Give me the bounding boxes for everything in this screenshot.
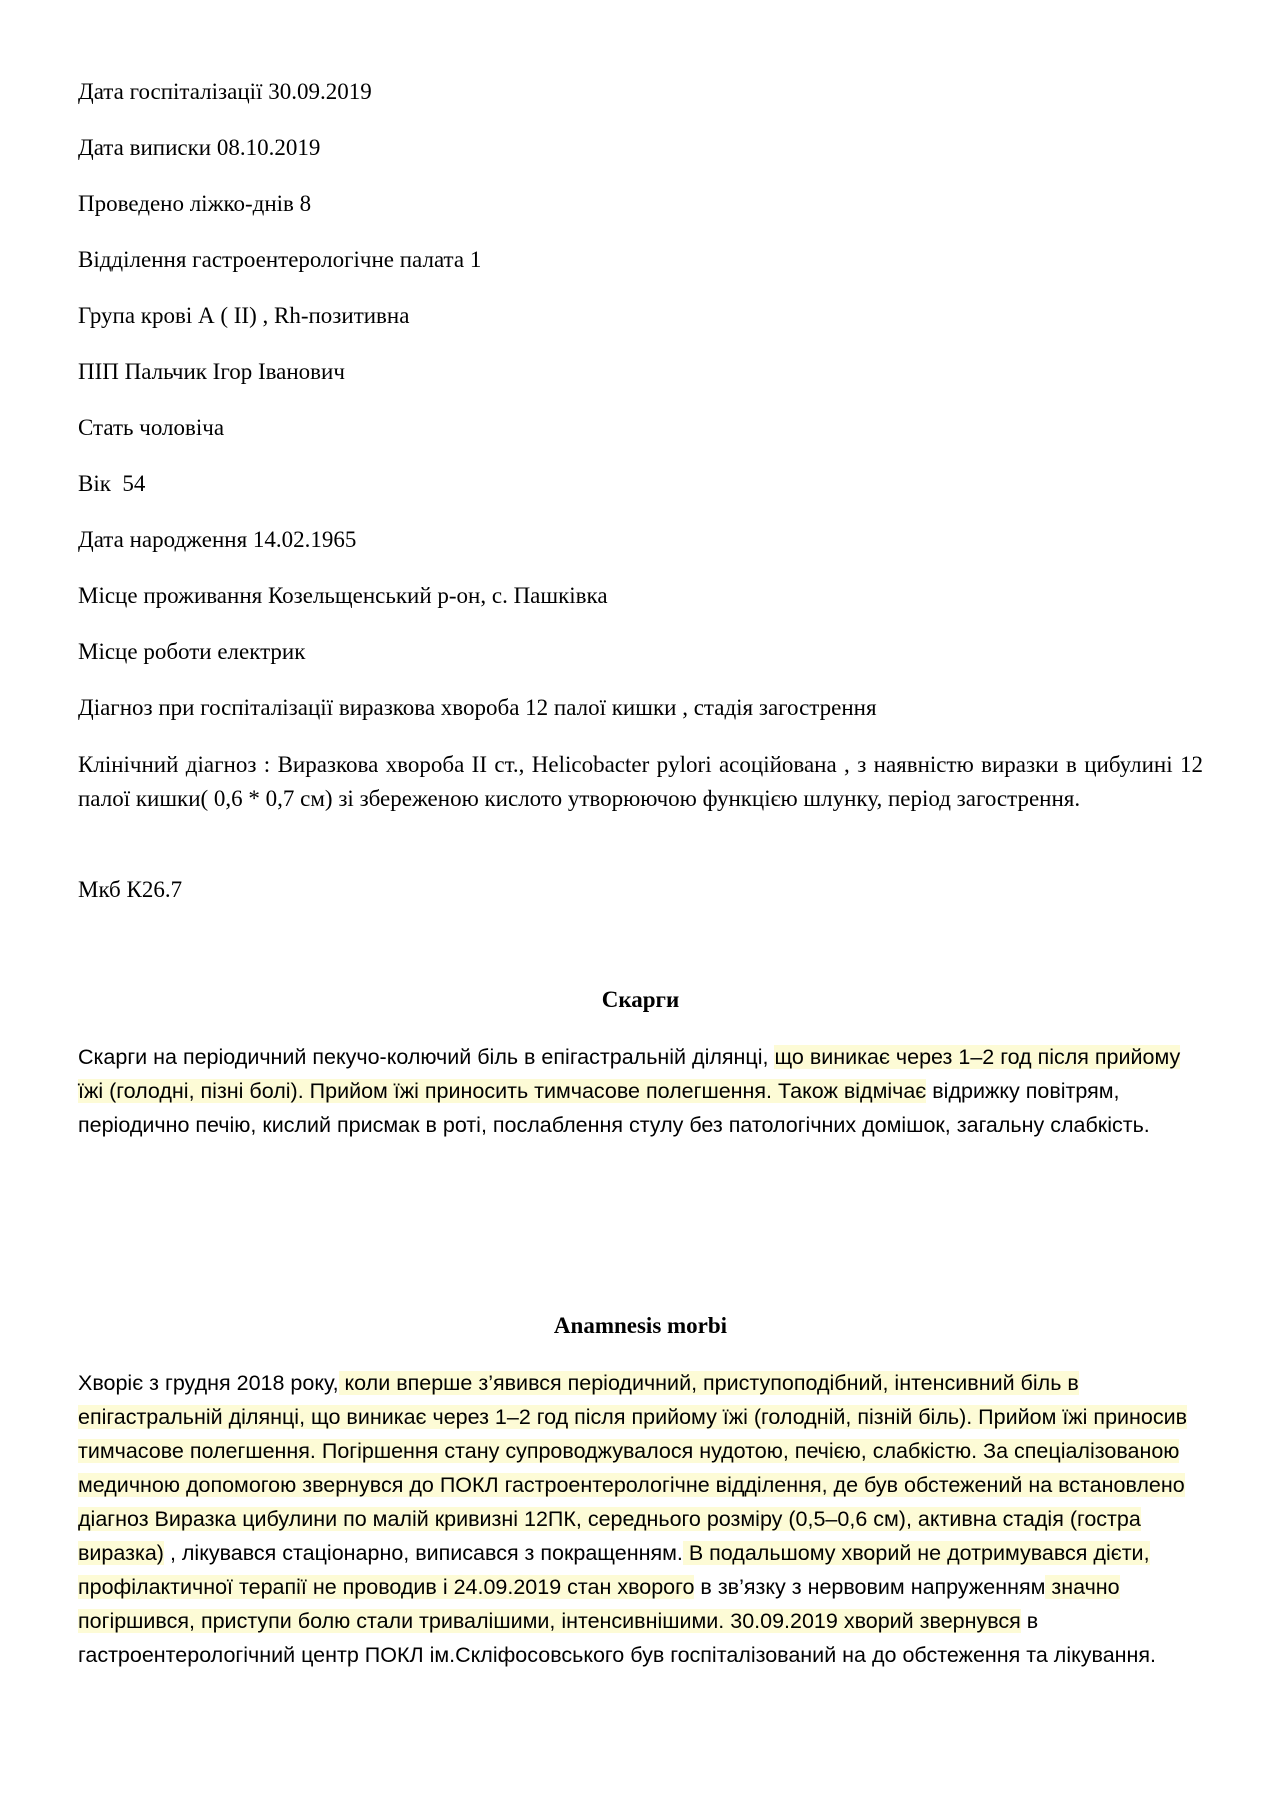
field-discharge-date (78, 134, 320, 162)
complaints-text-part-1: Скарги на періодичний пекучо-колючий біль в епігастральній ділянці, (78, 1045, 775, 1069)
field-residence (78, 582, 608, 610)
field-department (78, 246, 481, 274)
field-icd (78, 876, 182, 904)
age-label: Вік (78, 471, 111, 496)
admission-diagnosis-label: Діагноз при госпіталізації (78, 695, 334, 720)
field-workplace (78, 638, 305, 666)
admission-diagnosis-value: виразкова хвороба 12 палої кишки , стадія загострення (338, 695, 877, 720)
complaints-text-highlighted: що виникає через 1–2 год після прийому їжі (голодні, пізні болі). Прийом їжі приносить тимчасове полегшення. Також відмічає (78, 1045, 1181, 1103)
sex-label: Стать (78, 415, 134, 440)
icd-value: К26.7 (126, 877, 183, 902)
admission-date-label: Дата госпіталізації (78, 79, 263, 104)
clinical-diagnosis-label: Клінічний діагноз : (78, 752, 271, 777)
birth-date-value: 14.02.1965 (252, 527, 357, 552)
field-bed-days (78, 190, 311, 218)
blood-group-value: А ( ІІ) , Rh-позитивна (198, 303, 410, 328)
anamnesis-heading: Anamnesis morbi (553, 1313, 728, 1338)
workplace-value: електрик (217, 639, 306, 664)
admission-date-value: 30.09.2019 (268, 79, 372, 104)
full-name-label: ПІП (78, 359, 119, 384)
field-blood-group (78, 302, 409, 330)
department-value: гастроентерологічне палата 1 (192, 247, 482, 272)
full-name-value: Пальчик Ігор Іванович (124, 359, 345, 384)
complaints-paragraph (78, 1040, 1203, 1142)
anamnesis-text-part-7: в гастроентерологічний центр ПОКЛ ім.Скліфосовського був госпіталізований на до обстеження та лікування. (78, 1609, 1157, 1667)
discharge-date-label: Дата виписки (78, 135, 212, 160)
age-value: 54 (122, 471, 146, 496)
field-admission-diagnosis (78, 694, 877, 722)
field-admission-date (78, 78, 372, 106)
field-sex (78, 414, 224, 442)
bed-days-label: Проведено ліжко-днів (78, 191, 294, 216)
clinical-diagnosis-value: Виразкова хвороба ІІ ст., Helicobacter pylori асоційована , з наявністю виразки в цибулині 12 палої кишки( 0,6 * 0,7 см) зі збереженою кислото утворюючою функцією шлунку, період загострення. (78, 752, 1204, 811)
workplace-label: Місце роботи (78, 639, 212, 664)
blood-group-label: Група крові (78, 303, 193, 328)
discharge-date-value: 08.10.2019 (216, 135, 321, 160)
department-label: Відділення (78, 247, 187, 272)
sex-value: чоловіча (139, 415, 225, 440)
complaints-heading: Скарги (601, 987, 680, 1012)
field-birth-date (78, 526, 356, 554)
anamnesis-text-highlighted-3: значно погіршився, приступи болю стали тривалішими, інтенсивнішими. 30.09.2019 хворий звернувся (78, 1575, 1120, 1633)
anamnesis-text-part-1: Хворіє з грудня 2018 року, (78, 1371, 339, 1395)
icd-label: Мкб (78, 877, 121, 902)
anamnesis-text-highlighted-1: коли вперше з’явився періодичний, приступоподібний, інтенсивний біль в епігастральній ділянці, що виникає через 1–2 год після прийому їжі (голодній, пізній біль). Прийом їжі приносив тимчасове полегшення. Погіршення стану супроводжувалося нудотою, печією, слабкістю. За спеціалізованою медичною допомогою звернувся до ПОКЛ гастроентерологічне відділення, де був обстежений на встановлено діагноз Виразка цибулини по малій кривизні 12ПК, середнього розміру (0,5–0,6 см), активна стадія (гостра виразка) (78, 1371, 1188, 1565)
field-age (78, 470, 145, 498)
residence-label: Місце проживання (78, 583, 263, 608)
residence-value: Козельщенський р-он, с. Пашківка (267, 583, 608, 608)
anamnesis-text-highlighted-2: В подальшому хворий не дотримувався дієти, профілактичної терапії не проводив і 24.09.2019 стан хворого (78, 1541, 1150, 1599)
birth-date-label: Дата народження (78, 527, 248, 552)
complaints-text-part-3: відрижку повітрям, періодично печію, кислий присмак в роті, послаблення стулу без патологічних домішок, загальну слабкість. (78, 1079, 1150, 1137)
field-full-name (78, 358, 345, 386)
field-clinical-diagnosis (78, 748, 1203, 816)
anamnesis-text-part-5: в зв’язку з нервовим напруженням (694, 1575, 1046, 1599)
anamnesis-text-part-3: , лікувався стаціонарно, виписався з покращенням. (163, 1541, 683, 1565)
anamnesis-paragraph (78, 1366, 1203, 1672)
bed-days-value: 8 (299, 191, 312, 216)
